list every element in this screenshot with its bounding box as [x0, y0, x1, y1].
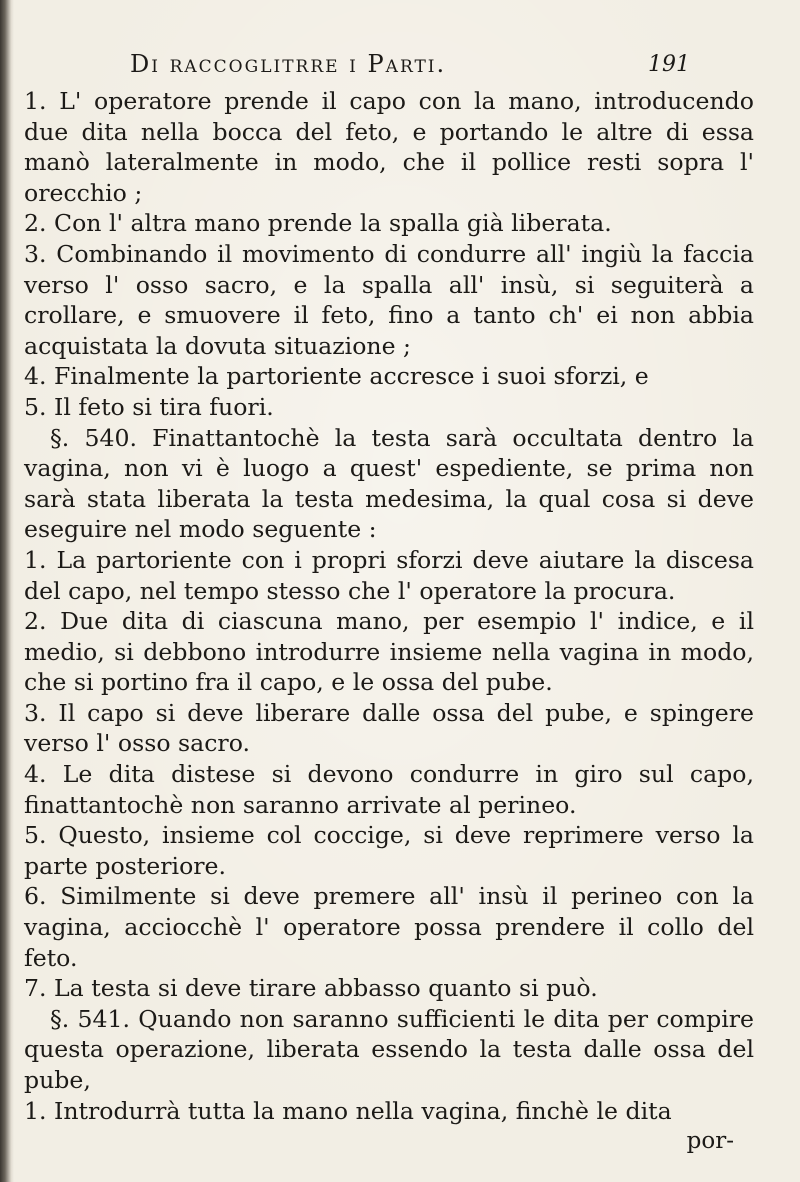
paragraph-item-540-3: 3. Il capo si deve liberare dalle ossa del pube, e spingere verso l' osso sacro.: [24, 698, 754, 758]
paragraph-item-1: 1. L' operatore prende il capo con la mano, introducendo due dita nella bocca del feto, e portando le altre di essa manò lateralmente in modo, che il pollice resti sopra l' orecchio ;: [24, 87, 754, 207]
paragraph-item-540-2: 2. Due dita di ciascuna mano, per esempio l' indice, e il medio, si debbono introdurre insieme nella vagina in modo, che si portino fra il capo, e le ossa del pube.: [24, 607, 754, 697]
section-540: §. 540. Finattantochè la testa sarà occultata dentro la vagina, non vi è luogo a quest' espediente, se prima non sarà stata liberata la testa medesima, la qual cosa si deve eseguire nel modo seguente :: [24, 423, 754, 544]
body-text: [24, 86, 754, 1126]
paragraph-item-540-6: 6. Similmente si deve premere all' insù il perineo con la vagina, acciocchè l' operatore possa prendere il collo del feto.: [24, 882, 754, 972]
paragraph-item-540-4: 4. Le dita distese si devono condurre in giro sul capo, finattantochè non saranno arrivate al perineo.: [24, 760, 754, 819]
section-541: §. 541. Quando non saranno sufficienti le dita per compire questa operazione, liberata essendo la testa dalle ossa del pube,: [24, 1004, 754, 1094]
paragraph-item-540-7: 7. La testa si deve tirare abbasso quanto si può.: [24, 974, 598, 1003]
paragraph-item-540-1: 1. La partoriente con i propri sforzi deve aiutare la discesa del capo, nel tempo stesso che l' operatore la procura.: [24, 545, 754, 605]
paragraph-item-4: 4. Finalmente la partoriente accresce i suoi sforzi, e: [24, 362, 649, 391]
running-title: Di raccoglitrre i Parti.: [130, 50, 447, 78]
catchword: por-: [686, 1128, 734, 1154]
binding-shadow: [0, 0, 14, 1182]
page-number: 191: [648, 52, 690, 77]
page-header: [130, 50, 690, 80]
paragraph-item-541-1: 1. Introdurrà tutta la mano nella vagina, finchè le dita: [24, 1096, 672, 1125]
paragraph-item-3: 3. Combinando il movimento di condurre all' ingiù la faccia verso l' osso sacro, e la spalla all' insù, si seguiterà a crollare, e smuovere il feto, fino a tanto ch' ei non abbia acquistata la dovuta situazione ;: [24, 239, 754, 360]
paragraph-item-540-5: 5. Questo, insieme col coccige, si deve reprimere verso la parte posteriore.: [24, 821, 754, 880]
paragraph-item-2: 2. Con l' altra mano prende la spalla già liberata.: [24, 209, 612, 238]
paragraph-item-5: 5. Il feto si tira fuori.: [24, 392, 274, 421]
